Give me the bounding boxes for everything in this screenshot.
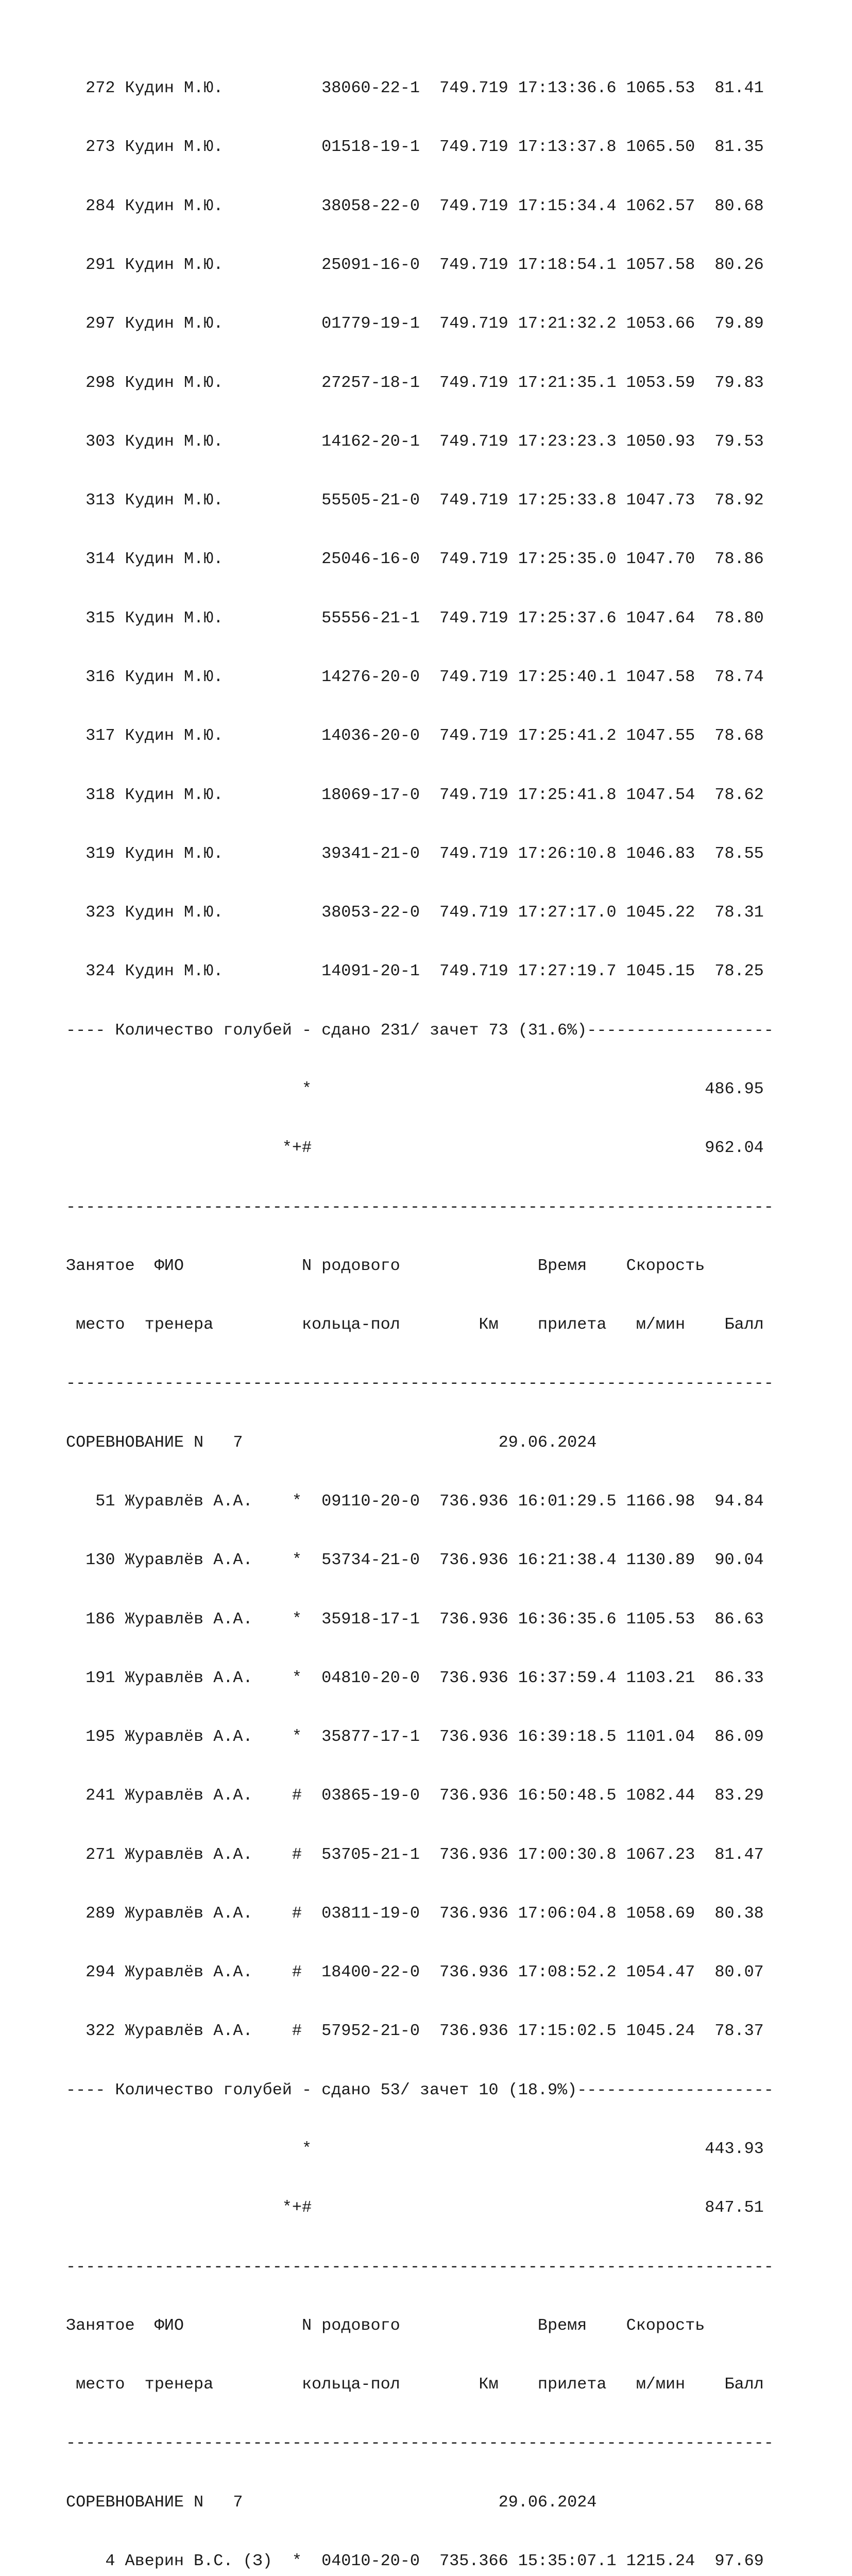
divider-line: ------------------------------------------------------------------------ — [66, 2257, 774, 2276]
text-line: 294 Журавлёв А.А. # 18400-22-0 736.936 17:08:52.2 1054.47 80.07 — [66, 1963, 764, 1982]
text-line: 319 Кудин М.Ю. 39341-21-0 749.719 17:26:10.8 1046.83 78.55 — [66, 844, 764, 863]
summary-line: * 486.95 — [66, 1079, 764, 1098]
divider-line: ------------------------------------------------------------------------ — [66, 1374, 774, 1393]
text-line: 298 Кудин М.Ю. 27257-18-1 749.719 17:21:35.1 1053.59 79.83 — [66, 373, 764, 392]
text-line: 313 Кудин М.Ю. 55505-21-0 749.719 17:25:33.8 1047.73 78.92 — [66, 491, 764, 510]
text-line: 318 Кудин М.Ю. 18069-17-0 749.719 17:25:41.8 1047.54 78.62 — [66, 785, 764, 804]
text-line: 316 Кудин М.Ю. 14276-20-0 749.719 17:25:40.1 1047.58 78.74 — [66, 668, 764, 686]
text-line: 314 Кудин М.Ю. 25046-16-0 749.719 17:25:35.0 1047.70 78.86 — [66, 550, 764, 569]
text-line: 289 Журавлёв А.А. # 03811-19-0 736.936 17:06:04.8 1058.69 80.38 — [66, 1904, 764, 1923]
summary-line: ---- Количество голубей - сдано 231/ зачет 73 (31.6%)------------------- — [66, 1021, 774, 1040]
header-line: Занятое ФИО N родового Время Скорость — [66, 2316, 705, 2335]
text-line: 323 Кудин М.Ю. 38053-22-0 749.719 17:27:17.0 1045.22 78.31 — [66, 903, 764, 922]
text-line: 51 Журавлёв А.А. * 09110-20-0 736.936 16:01:29.5 1166.98 94.84 — [66, 1492, 764, 1511]
header-line: Занятое ФИО N родового Время Скорость — [66, 1256, 705, 1275]
text-line: 186 Журавлёв А.А. * 35918-17-1 736.936 16:36:35.6 1105.53 86.63 — [66, 1609, 764, 1629]
divider-line: ------------------------------------------------------------------------ — [66, 2434, 774, 2453]
section-title: СОРЕВНОВАНИЕ N 7 29.06.2024 — [66, 1433, 597, 1452]
text-line: 195 Журавлёв А.А. * 35877-17-1 736.936 16:39:18.5 1101.04 86.09 — [66, 1727, 764, 1747]
text-line: 272 Кудин М.Ю. 38060-22-1 749.719 17:13:36.6 1065.53 81.41 — [66, 79, 764, 98]
text-line: 322 Журавлёв А.А. # 57952-21-0 736.936 17:15:02.5 1045.24 78.37 — [66, 2022, 764, 2041]
text-line: 271 Журавлёв А.А. # 53705-21-1 736.936 17:00:30.8 1067.23 81.47 — [66, 1845, 764, 1864]
text-line: 241 Журавлёв А.А. # 03865-19-0 736.936 16:50:48.5 1082.44 83.29 — [66, 1786, 764, 1805]
divider-line: ------------------------------------------------------------------------ — [66, 1197, 774, 1216]
text-line: 324 Кудин М.Ю. 14091-20-1 749.719 17:27:19.7 1045.15 78.25 — [66, 962, 764, 981]
text-line: 4 Аверин В.С. (З) * 04010-20-0 735.366 15:35:07.1 1215.24 97.69 — [66, 2552, 764, 2570]
header-line: место тренера кольца-пол Км прилета м/мин Балл — [66, 2375, 764, 2394]
summary-line: *+# 962.04 — [66, 1139, 764, 1158]
section-title: СОРЕВНОВАНИЕ N 7 29.06.2024 — [66, 2493, 597, 2512]
header-line: место тренера кольца-пол Км прилета м/мин Балл — [66, 1315, 764, 1334]
text-line: 130 Журавлёв А.А. * 53734-21-0 736.936 16:21:38.4 1130.89 90.04 — [66, 1551, 764, 1570]
text-line: 297 Кудин М.Ю. 01779-19-1 749.719 17:21:32.2 1053.66 79.89 — [66, 314, 764, 333]
summary-line: *+# 847.51 — [66, 2198, 764, 2217]
text-line: 273 Кудин М.Ю. 01518-19-1 749.719 17:13:37.8 1065.50 81.35 — [66, 138, 764, 157]
text-line: 284 Кудин М.Ю. 38058-22-0 749.719 17:15:34.4 1062.57 80.68 — [66, 196, 764, 215]
summary-line: * 443.93 — [66, 2140, 764, 2159]
results-printout — [66, 39, 818, 2576]
summary-line: ---- Количество голубей - сдано 53/ зачет 10 (18.9%)-------------------- — [66, 2080, 774, 2099]
text-line: 317 Кудин М.Ю. 14036-20-0 749.719 17:25:41.2 1047.55 78.68 — [66, 726, 764, 745]
text-line: 191 Журавлёв А.А. * 04810-20-0 736.936 16:37:59.4 1103.21 86.33 — [66, 1668, 764, 1687]
text-line: 291 Кудин М.Ю. 25091-16-0 749.719 17:18:54.1 1057.58 80.26 — [66, 256, 764, 275]
text-line: 303 Кудин М.Ю. 14162-20-1 749.719 17:23:23.3 1050.93 79.53 — [66, 432, 764, 451]
text-line: 315 Кудин М.Ю. 55556-21-1 749.719 17:25:37.6 1047.64 78.80 — [66, 608, 764, 628]
